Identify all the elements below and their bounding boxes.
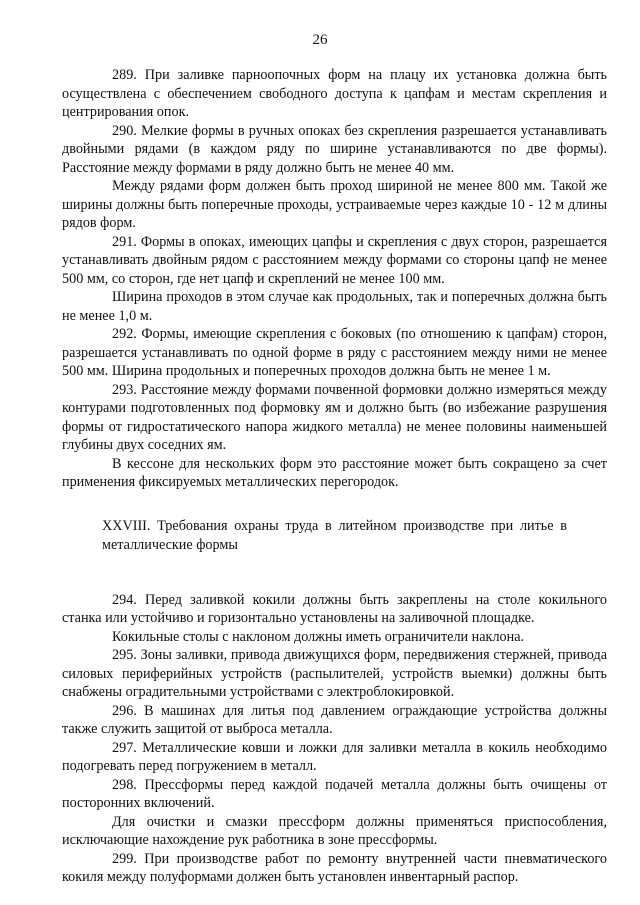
paragraph-293-continued: В кессоне для нескольких форм это расстояние может быть сокращено за счет применения фиксируемых металлических перегородок. <box>62 455 607 490</box>
paragraph-292: 292. Формы, имеющие скрепления с боковых (по отношению к цапфам) сторон, разрешается устанавливать по одной форме в ряду с расстоянием между ними не менее 500 мм. Ширина продольных и поперечных проходов должна быть не менее 1 м. <box>62 326 607 379</box>
paragraph-294-continued: Кокильные столы с наклоном должны иметь ограничители наклона. <box>112 628 525 645</box>
paragraph-296: 296. В машинах для литья под давлением ограждающие устройства должны также служить защитой от выброса металла. <box>62 702 607 737</box>
paragraph-298: 298. Прессформы перед каждой подачей металла должны быть очищены от посторонних включений. <box>62 776 607 811</box>
paragraph-289: 289. При заливке парноопочных форм на плацу их установка должна быть осуществлена с обеспечением свободного доступа к цапфам и местам скрепления и центрирования опок. <box>62 67 607 120</box>
paragraph-294: 294. Перед заливкой кокили должны быть закреплены на столе кокильного станка или устойчиво и горизонтально установлены на заливочной площадке. <box>62 591 607 626</box>
section-heading: XXVIII. Требования охраны труда в литейном производстве при литье в металлические формы <box>102 517 567 553</box>
paragraph-290-continued: Между рядами форм должен быть проход шириной не менее 800 мм. Такой же ширины должны быть поперечные проходы, устраиваемые через каждые 10 - 12 м длины рядов форм. <box>62 178 607 231</box>
page-number: 26 <box>312 32 328 48</box>
paragraph-295: 295. Зоны заливки, привода движущихся форм, передвижения стержней, привода силовых периферийных устройств (распылителей, устройств выемки) должны быть снабжены оградительными устройствами с электроблокировкой. <box>62 647 607 700</box>
paragraph-293: 293. Расстояние между формами почвенной формовки должно измеряться между контурами подготовленных под формовку ям и должно быть (во избежание разрушения формы от гидростатического напора жидкого металла) не менее половины наименьшей глубины двух соседних ям. <box>62 381 607 453</box>
paragraph-291-continued: Ширина проходов в этом случае как продольных, так и поперечных должна быть не менее 1,0 м. <box>62 289 607 324</box>
paragraph-299: 299. При производстве работ по ремонту внутренней части пневматического кокиля между полуформами должен быть установлен инвентарный распор. <box>62 850 607 885</box>
document-body <box>62 66 607 887</box>
paragraph-291: 291. Формы в опоках, имеющих цапфы и скрепления с двух сторон, разрешается устанавливать двойным рядом с расстоянием между формами со стороны цапф не менее 500 мм, со сторон, где нет цапф и скреплений не менее 100 мм. <box>62 233 607 287</box>
paragraph-290: 290. Мелкие формы в ручных опоках без скрепления разрешается устанавливать двойными рядами (в каждом ряду по ширине устанавливаются по две формы). Расстояние между формами в ряду должно быть не менее 40 мм. <box>62 122 607 176</box>
paragraph-297: 297. Металлические ковши и ложки для заливки металла в кокиль необходимо подогревать перед погружением в металл. <box>62 739 607 774</box>
paragraph-298-continued: Для очистки и смазки прессформ должны применяться приспособления, исключающие нахождение рук работника в зоне прессформы. <box>62 813 607 848</box>
